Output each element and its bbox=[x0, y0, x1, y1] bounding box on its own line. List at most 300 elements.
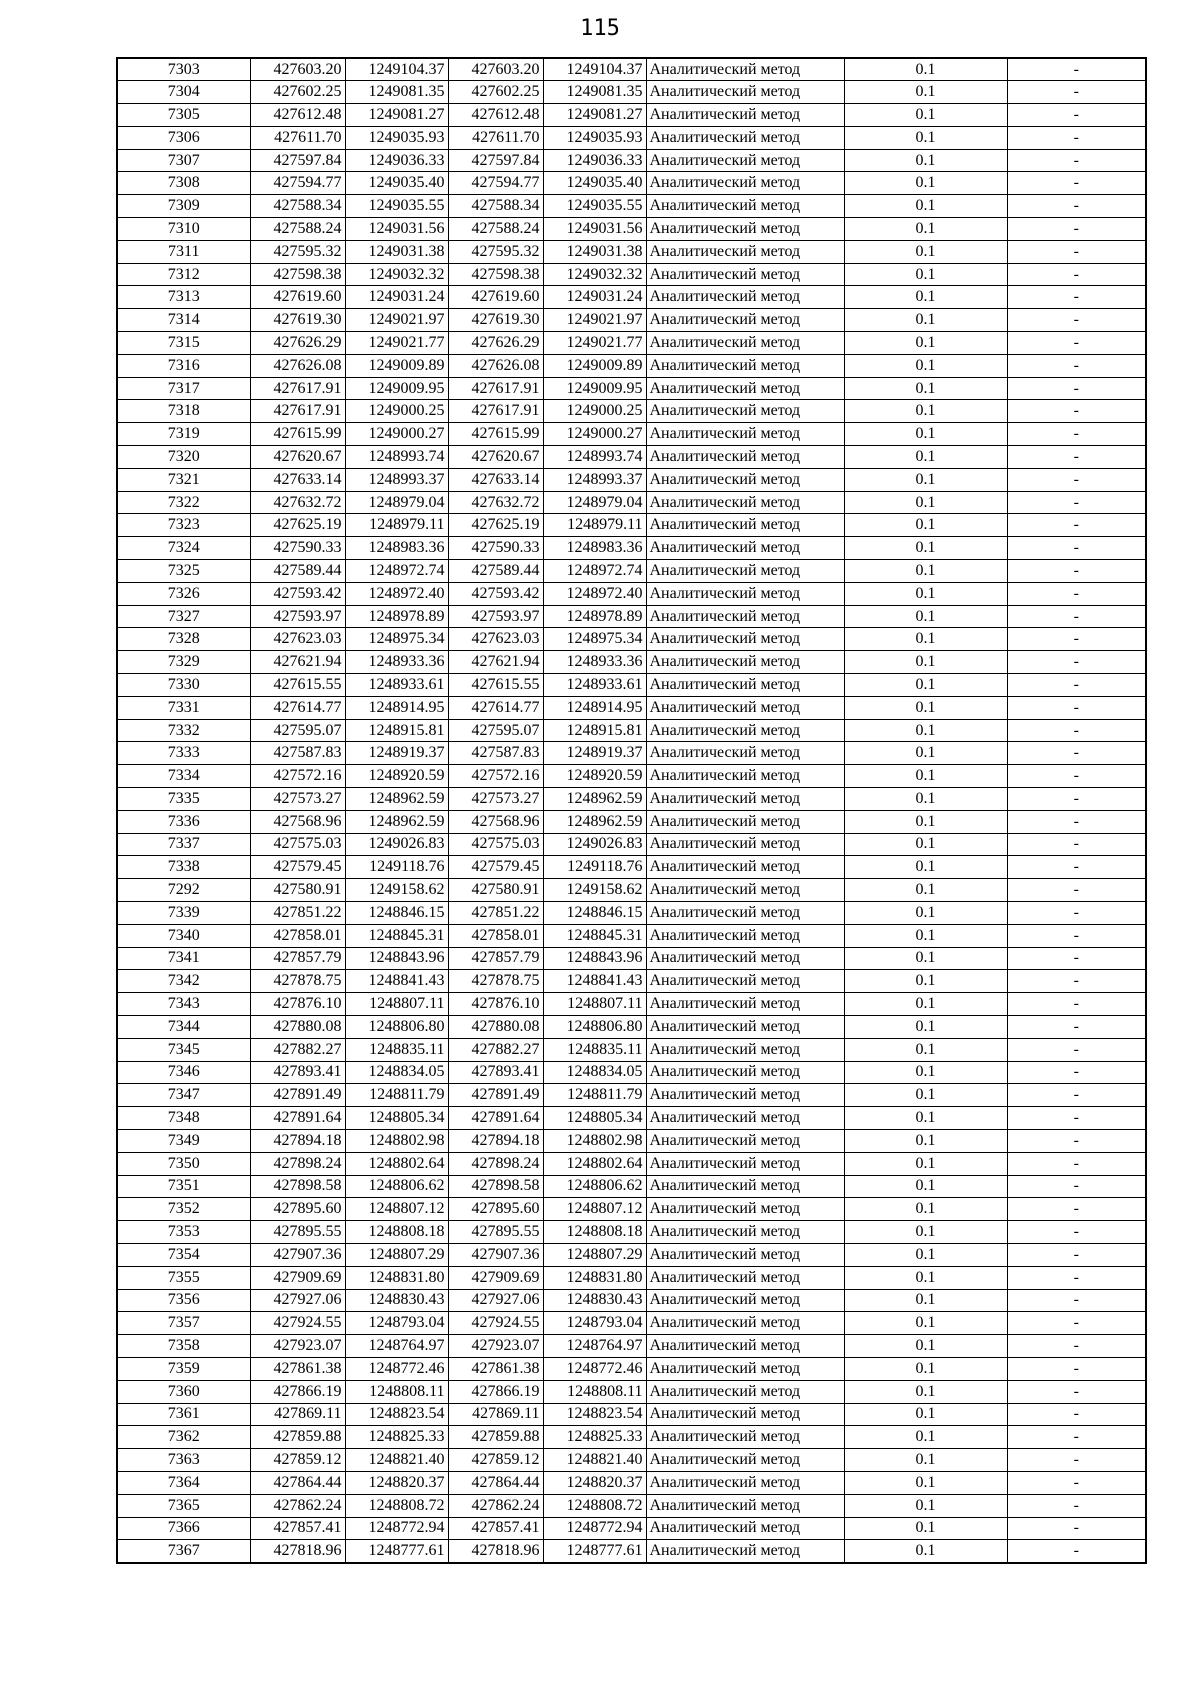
x-coordinate-2-cell: 427588.24 bbox=[448, 218, 543, 241]
method-cell: Аналитический метод bbox=[646, 309, 844, 332]
table-row bbox=[117, 1175, 1146, 1198]
accuracy-cell: 0.1 bbox=[844, 1403, 1007, 1426]
x-coordinate-2-cell: 427880.08 bbox=[448, 1015, 543, 1038]
point-number-cell: 7360 bbox=[117, 1380, 250, 1403]
note-cell: - bbox=[1007, 149, 1146, 172]
table-row bbox=[117, 286, 1146, 309]
x-coordinate-2-cell: 427580.91 bbox=[448, 879, 543, 902]
y-coordinate-2-cell: 1249026.83 bbox=[543, 833, 646, 856]
method-cell: Аналитический метод bbox=[646, 924, 844, 947]
x-coordinate-2-cell: 427617.91 bbox=[448, 377, 543, 400]
y-coordinate-cell: 1248978.89 bbox=[345, 605, 448, 628]
y-coordinate-cell: 1248807.11 bbox=[345, 993, 448, 1016]
accuracy-cell: 0.1 bbox=[844, 696, 1007, 719]
x-coordinate-cell: 427593.42 bbox=[250, 582, 345, 605]
accuracy-cell: 0.1 bbox=[844, 491, 1007, 514]
y-coordinate-2-cell: 1248915.81 bbox=[543, 719, 646, 742]
point-number-cell: 7352 bbox=[117, 1198, 250, 1221]
x-coordinate-2-cell: 427859.12 bbox=[448, 1449, 543, 1472]
y-coordinate-2-cell: 1248805.34 bbox=[543, 1107, 646, 1130]
accuracy-cell: 0.1 bbox=[844, 788, 1007, 811]
x-coordinate-2-cell: 427594.77 bbox=[448, 172, 543, 195]
x-coordinate-cell: 427891.49 bbox=[250, 1084, 345, 1107]
method-cell: Аналитический метод bbox=[646, 400, 844, 423]
table-row bbox=[117, 423, 1146, 446]
note-cell: - bbox=[1007, 1243, 1146, 1266]
y-coordinate-cell: 1248772.94 bbox=[345, 1517, 448, 1540]
x-coordinate-2-cell: 427588.34 bbox=[448, 195, 543, 218]
y-coordinate-2-cell: 1248845.31 bbox=[543, 924, 646, 947]
method-cell: Аналитический метод bbox=[646, 560, 844, 583]
table-row bbox=[117, 1015, 1146, 1038]
y-coordinate-cell: 1248820.37 bbox=[345, 1471, 448, 1494]
x-coordinate-cell: 427893.41 bbox=[250, 1061, 345, 1084]
y-coordinate-2-cell: 1248807.11 bbox=[543, 993, 646, 1016]
y-coordinate-2-cell: 1249000.25 bbox=[543, 400, 646, 423]
x-coordinate-2-cell: 427617.91 bbox=[448, 400, 543, 423]
table-row bbox=[117, 856, 1146, 879]
y-coordinate-2-cell: 1248808.18 bbox=[543, 1221, 646, 1244]
note-cell: - bbox=[1007, 537, 1146, 560]
x-coordinate-cell: 427587.83 bbox=[250, 742, 345, 765]
accuracy-cell: 0.1 bbox=[844, 856, 1007, 879]
table-row bbox=[117, 1289, 1146, 1312]
x-coordinate-2-cell: 427587.83 bbox=[448, 742, 543, 765]
note-cell: - bbox=[1007, 582, 1146, 605]
y-coordinate-2-cell: 1248920.59 bbox=[543, 765, 646, 788]
point-number-cell: 7303 bbox=[117, 58, 250, 81]
x-coordinate-cell: 427851.22 bbox=[250, 901, 345, 924]
x-coordinate-cell: 427818.96 bbox=[250, 1540, 345, 1563]
y-coordinate-cell: 1248993.74 bbox=[345, 446, 448, 469]
x-coordinate-cell: 427626.29 bbox=[250, 332, 345, 355]
x-coordinate-2-cell: 427927.06 bbox=[448, 1289, 543, 1312]
x-coordinate-2-cell: 427633.14 bbox=[448, 468, 543, 491]
method-cell: Аналитический метод bbox=[646, 1084, 844, 1107]
y-coordinate-cell: 1248772.46 bbox=[345, 1357, 448, 1380]
y-coordinate-2-cell: 1249000.27 bbox=[543, 423, 646, 446]
x-coordinate-2-cell: 427573.27 bbox=[448, 788, 543, 811]
x-coordinate-2-cell: 427579.45 bbox=[448, 856, 543, 879]
method-cell: Аналитический метод bbox=[646, 1471, 844, 1494]
point-number-cell: 7338 bbox=[117, 856, 250, 879]
x-coordinate-cell: 427907.36 bbox=[250, 1243, 345, 1266]
x-coordinate-2-cell: 427595.32 bbox=[448, 240, 543, 263]
point-number-cell: 7325 bbox=[117, 560, 250, 583]
x-coordinate-2-cell: 427859.88 bbox=[448, 1426, 543, 1449]
table-row bbox=[117, 582, 1146, 605]
point-number-cell: 7343 bbox=[117, 993, 250, 1016]
x-coordinate-2-cell: 427818.96 bbox=[448, 1540, 543, 1563]
x-coordinate-2-cell: 427858.01 bbox=[448, 924, 543, 947]
x-coordinate-2-cell: 427894.18 bbox=[448, 1129, 543, 1152]
y-coordinate-2-cell: 1249031.24 bbox=[543, 286, 646, 309]
note-cell: - bbox=[1007, 172, 1146, 195]
y-coordinate-cell: 1249035.93 bbox=[345, 126, 448, 149]
x-coordinate-cell: 427859.12 bbox=[250, 1449, 345, 1472]
accuracy-cell: 0.1 bbox=[844, 1061, 1007, 1084]
table-row bbox=[117, 924, 1146, 947]
x-coordinate-2-cell: 427593.97 bbox=[448, 605, 543, 628]
point-number-cell: 7314 bbox=[117, 309, 250, 332]
x-coordinate-cell: 427857.41 bbox=[250, 1517, 345, 1540]
y-coordinate-cell: 1248983.36 bbox=[345, 537, 448, 560]
x-coordinate-cell: 427612.48 bbox=[250, 104, 345, 127]
note-cell: - bbox=[1007, 947, 1146, 970]
accuracy-cell: 0.1 bbox=[844, 833, 1007, 856]
point-number-cell: 7362 bbox=[117, 1426, 250, 1449]
x-coordinate-cell: 427864.44 bbox=[250, 1471, 345, 1494]
point-number-cell: 7357 bbox=[117, 1312, 250, 1335]
table-row bbox=[117, 674, 1146, 697]
x-coordinate-cell: 427876.10 bbox=[250, 993, 345, 1016]
y-coordinate-cell: 1248834.05 bbox=[345, 1061, 448, 1084]
y-coordinate-2-cell: 1249009.95 bbox=[543, 377, 646, 400]
y-coordinate-cell: 1248920.59 bbox=[345, 765, 448, 788]
method-cell: Аналитический метод bbox=[646, 1243, 844, 1266]
note-cell: - bbox=[1007, 1380, 1146, 1403]
y-coordinate-cell: 1248808.72 bbox=[345, 1494, 448, 1517]
x-coordinate-2-cell: 427909.69 bbox=[448, 1266, 543, 1289]
table-row bbox=[117, 810, 1146, 833]
x-coordinate-cell: 427603.20 bbox=[250, 58, 345, 81]
point-number-cell: 7355 bbox=[117, 1266, 250, 1289]
table-row bbox=[117, 1471, 1146, 1494]
table-row bbox=[117, 1061, 1146, 1084]
accuracy-cell: 0.1 bbox=[844, 1107, 1007, 1130]
x-coordinate-cell: 427895.55 bbox=[250, 1221, 345, 1244]
table-row bbox=[117, 833, 1146, 856]
x-coordinate-2-cell: 427882.27 bbox=[448, 1038, 543, 1061]
x-coordinate-2-cell: 427590.33 bbox=[448, 537, 543, 560]
accuracy-cell: 0.1 bbox=[844, 104, 1007, 127]
table-row bbox=[117, 1494, 1146, 1517]
note-cell: - bbox=[1007, 924, 1146, 947]
accuracy-cell: 0.1 bbox=[844, 514, 1007, 537]
y-coordinate-cell: 1249021.97 bbox=[345, 309, 448, 332]
y-coordinate-2-cell: 1248835.11 bbox=[543, 1038, 646, 1061]
y-coordinate-cell: 1249009.89 bbox=[345, 354, 448, 377]
x-coordinate-cell: 427927.06 bbox=[250, 1289, 345, 1312]
y-coordinate-cell: 1249104.37 bbox=[345, 58, 448, 81]
y-coordinate-2-cell: 1249021.97 bbox=[543, 309, 646, 332]
x-coordinate-cell: 427623.03 bbox=[250, 628, 345, 651]
x-coordinate-cell: 427593.97 bbox=[250, 605, 345, 628]
accuracy-cell: 0.1 bbox=[844, 1540, 1007, 1563]
x-coordinate-cell: 427882.27 bbox=[250, 1038, 345, 1061]
x-coordinate-cell: 427857.79 bbox=[250, 947, 345, 970]
method-cell: Аналитический метод bbox=[646, 765, 844, 788]
point-number-cell: 7326 bbox=[117, 582, 250, 605]
point-number-cell: 7337 bbox=[117, 833, 250, 856]
x-coordinate-2-cell: 427589.44 bbox=[448, 560, 543, 583]
y-coordinate-cell: 1248919.37 bbox=[345, 742, 448, 765]
point-number-cell: 7324 bbox=[117, 537, 250, 560]
y-coordinate-cell: 1248807.12 bbox=[345, 1198, 448, 1221]
note-cell: - bbox=[1007, 1312, 1146, 1335]
x-coordinate-2-cell: 427595.07 bbox=[448, 719, 543, 742]
table-row bbox=[117, 901, 1146, 924]
method-cell: Аналитический метод bbox=[646, 742, 844, 765]
x-coordinate-2-cell: 427924.55 bbox=[448, 1312, 543, 1335]
y-coordinate-2-cell: 1248843.96 bbox=[543, 947, 646, 970]
accuracy-cell: 0.1 bbox=[844, 1198, 1007, 1221]
y-coordinate-cell: 1248979.04 bbox=[345, 491, 448, 514]
y-coordinate-2-cell: 1249009.89 bbox=[543, 354, 646, 377]
y-coordinate-cell: 1248914.95 bbox=[345, 696, 448, 719]
x-coordinate-2-cell: 427597.84 bbox=[448, 149, 543, 172]
x-coordinate-cell: 427861.38 bbox=[250, 1357, 345, 1380]
accuracy-cell: 0.1 bbox=[844, 126, 1007, 149]
note-cell: - bbox=[1007, 605, 1146, 628]
x-coordinate-cell: 427923.07 bbox=[250, 1335, 345, 1358]
x-coordinate-2-cell: 427898.58 bbox=[448, 1175, 543, 1198]
coordinates-table bbox=[116, 57, 1147, 1564]
point-number-cell: 7345 bbox=[117, 1038, 250, 1061]
y-coordinate-cell: 1248806.80 bbox=[345, 1015, 448, 1038]
y-coordinate-2-cell: 1249031.38 bbox=[543, 240, 646, 263]
accuracy-cell: 0.1 bbox=[844, 1243, 1007, 1266]
point-number-cell: 7312 bbox=[117, 263, 250, 286]
method-cell: Аналитический метод bbox=[646, 240, 844, 263]
y-coordinate-2-cell: 1249035.93 bbox=[543, 126, 646, 149]
x-coordinate-2-cell: 427891.64 bbox=[448, 1107, 543, 1130]
method-cell: Аналитический метод bbox=[646, 993, 844, 1016]
note-cell: - bbox=[1007, 560, 1146, 583]
x-coordinate-cell: 427625.19 bbox=[250, 514, 345, 537]
accuracy-cell: 0.1 bbox=[844, 947, 1007, 970]
x-coordinate-cell: 427898.24 bbox=[250, 1152, 345, 1175]
y-coordinate-2-cell: 1248933.61 bbox=[543, 674, 646, 697]
method-cell: Аналитический метод bbox=[646, 1107, 844, 1130]
y-coordinate-cell: 1248933.36 bbox=[345, 651, 448, 674]
note-cell: - bbox=[1007, 1198, 1146, 1221]
note-cell: - bbox=[1007, 218, 1146, 241]
point-number-cell: 7332 bbox=[117, 719, 250, 742]
x-coordinate-cell: 427894.18 bbox=[250, 1129, 345, 1152]
y-coordinate-cell: 1248808.11 bbox=[345, 1380, 448, 1403]
y-coordinate-2-cell: 1248821.40 bbox=[543, 1449, 646, 1472]
y-coordinate-2-cell: 1249158.62 bbox=[543, 879, 646, 902]
method-cell: Аналитический метод bbox=[646, 149, 844, 172]
method-cell: Аналитический метод bbox=[646, 833, 844, 856]
x-coordinate-cell: 427590.33 bbox=[250, 537, 345, 560]
y-coordinate-cell: 1249009.95 bbox=[345, 377, 448, 400]
method-cell: Аналитический метод bbox=[646, 879, 844, 902]
y-coordinate-2-cell: 1249035.40 bbox=[543, 172, 646, 195]
x-coordinate-2-cell: 427603.20 bbox=[448, 58, 543, 81]
point-number-cell: 7306 bbox=[117, 126, 250, 149]
method-cell: Аналитический метод bbox=[646, 423, 844, 446]
accuracy-cell: 0.1 bbox=[844, 582, 1007, 605]
note-cell: - bbox=[1007, 354, 1146, 377]
point-number-cell: 7310 bbox=[117, 218, 250, 241]
x-coordinate-2-cell: 427602.25 bbox=[448, 81, 543, 104]
x-coordinate-2-cell: 427615.99 bbox=[448, 423, 543, 446]
note-cell: - bbox=[1007, 879, 1146, 902]
y-coordinate-cell: 1248972.74 bbox=[345, 560, 448, 583]
x-coordinate-cell: 427617.91 bbox=[250, 377, 345, 400]
x-coordinate-2-cell: 427862.24 bbox=[448, 1494, 543, 1517]
x-coordinate-cell: 427615.55 bbox=[250, 674, 345, 697]
method-cell: Аналитический метод bbox=[646, 605, 844, 628]
x-coordinate-2-cell: 427623.03 bbox=[448, 628, 543, 651]
y-coordinate-2-cell: 1248830.43 bbox=[543, 1289, 646, 1312]
y-coordinate-2-cell: 1249036.33 bbox=[543, 149, 646, 172]
table-row bbox=[117, 560, 1146, 583]
point-number-cell: 7321 bbox=[117, 468, 250, 491]
x-coordinate-2-cell: 427632.72 bbox=[448, 491, 543, 514]
table-row bbox=[117, 1540, 1146, 1563]
note-cell: - bbox=[1007, 674, 1146, 697]
note-cell: - bbox=[1007, 1038, 1146, 1061]
note-cell: - bbox=[1007, 651, 1146, 674]
method-cell: Аналитический метод bbox=[646, 81, 844, 104]
x-coordinate-2-cell: 427620.67 bbox=[448, 446, 543, 469]
x-coordinate-cell: 427626.08 bbox=[250, 354, 345, 377]
y-coordinate-cell: 1248802.64 bbox=[345, 1152, 448, 1175]
y-coordinate-2-cell: 1249021.77 bbox=[543, 332, 646, 355]
x-coordinate-2-cell: 427876.10 bbox=[448, 993, 543, 1016]
y-coordinate-cell: 1248962.59 bbox=[345, 788, 448, 811]
note-cell: - bbox=[1007, 1517, 1146, 1540]
page-number: 115 bbox=[580, 16, 620, 41]
x-coordinate-2-cell: 427861.38 bbox=[448, 1357, 543, 1380]
y-coordinate-2-cell: 1248802.64 bbox=[543, 1152, 646, 1175]
x-coordinate-cell: 427619.30 bbox=[250, 309, 345, 332]
y-coordinate-cell: 1248843.96 bbox=[345, 947, 448, 970]
y-coordinate-cell: 1248793.04 bbox=[345, 1312, 448, 1335]
method-cell: Аналитический метод bbox=[646, 1494, 844, 1517]
y-coordinate-2-cell: 1249035.55 bbox=[543, 195, 646, 218]
x-coordinate-cell: 427572.16 bbox=[250, 765, 345, 788]
method-cell: Аналитический метод bbox=[646, 970, 844, 993]
accuracy-cell: 0.1 bbox=[844, 742, 1007, 765]
note-cell: - bbox=[1007, 833, 1146, 856]
y-coordinate-2-cell: 1248806.80 bbox=[543, 1015, 646, 1038]
table-body bbox=[117, 58, 1146, 1563]
y-coordinate-cell: 1248830.43 bbox=[345, 1289, 448, 1312]
method-cell: Аналитический метод bbox=[646, 1015, 844, 1038]
accuracy-cell: 0.1 bbox=[844, 628, 1007, 651]
table-row bbox=[117, 514, 1146, 537]
note-cell: - bbox=[1007, 788, 1146, 811]
accuracy-cell: 0.1 bbox=[844, 1380, 1007, 1403]
note-cell: - bbox=[1007, 993, 1146, 1016]
note-cell: - bbox=[1007, 263, 1146, 286]
table-row bbox=[117, 104, 1146, 127]
point-number-cell: 7336 bbox=[117, 810, 250, 833]
table-row bbox=[117, 149, 1146, 172]
method-cell: Аналитический метод bbox=[646, 377, 844, 400]
method-cell: Аналитический метод bbox=[646, 354, 844, 377]
table-row bbox=[117, 1426, 1146, 1449]
accuracy-cell: 0.1 bbox=[844, 468, 1007, 491]
accuracy-cell: 0.1 bbox=[844, 560, 1007, 583]
y-coordinate-2-cell: 1248823.54 bbox=[543, 1403, 646, 1426]
method-cell: Аналитический метод bbox=[646, 332, 844, 355]
point-number-cell: 7353 bbox=[117, 1221, 250, 1244]
point-number-cell: 7361 bbox=[117, 1403, 250, 1426]
note-cell: - bbox=[1007, 58, 1146, 81]
y-coordinate-2-cell: 1248808.11 bbox=[543, 1380, 646, 1403]
table-row bbox=[117, 1403, 1146, 1426]
accuracy-cell: 0.1 bbox=[844, 765, 1007, 788]
table-row bbox=[117, 788, 1146, 811]
y-coordinate-cell: 1248825.33 bbox=[345, 1426, 448, 1449]
point-number-cell: 7363 bbox=[117, 1449, 250, 1472]
note-cell: - bbox=[1007, 423, 1146, 446]
x-coordinate-cell: 427598.38 bbox=[250, 263, 345, 286]
y-coordinate-2-cell: 1248777.61 bbox=[543, 1540, 646, 1563]
point-number-cell: 7347 bbox=[117, 1084, 250, 1107]
y-coordinate-cell: 1248975.34 bbox=[345, 628, 448, 651]
method-cell: Аналитический метод bbox=[646, 1335, 844, 1358]
accuracy-cell: 0.1 bbox=[844, 1221, 1007, 1244]
method-cell: Аналитический метод bbox=[646, 696, 844, 719]
x-coordinate-2-cell: 427611.70 bbox=[448, 126, 543, 149]
accuracy-cell: 0.1 bbox=[844, 286, 1007, 309]
y-coordinate-2-cell: 1248802.98 bbox=[543, 1129, 646, 1152]
table-row bbox=[117, 1152, 1146, 1175]
accuracy-cell: 0.1 bbox=[844, 901, 1007, 924]
method-cell: Аналитический метод bbox=[646, 263, 844, 286]
accuracy-cell: 0.1 bbox=[844, 1175, 1007, 1198]
x-coordinate-2-cell: 427864.44 bbox=[448, 1471, 543, 1494]
x-coordinate-2-cell: 427626.29 bbox=[448, 332, 543, 355]
x-coordinate-cell: 427898.58 bbox=[250, 1175, 345, 1198]
y-coordinate-cell: 1248845.31 bbox=[345, 924, 448, 947]
note-cell: - bbox=[1007, 1540, 1146, 1563]
x-coordinate-cell: 427866.19 bbox=[250, 1380, 345, 1403]
table-row bbox=[117, 309, 1146, 332]
note-cell: - bbox=[1007, 1426, 1146, 1449]
note-cell: - bbox=[1007, 468, 1146, 491]
y-coordinate-cell: 1248823.54 bbox=[345, 1403, 448, 1426]
y-coordinate-cell: 1249000.25 bbox=[345, 400, 448, 423]
accuracy-cell: 0.1 bbox=[844, 377, 1007, 400]
method-cell: Аналитический метод bbox=[646, 1357, 844, 1380]
x-coordinate-2-cell: 427878.75 bbox=[448, 970, 543, 993]
method-cell: Аналитический метод bbox=[646, 901, 844, 924]
point-number-cell: 7331 bbox=[117, 696, 250, 719]
table-row bbox=[117, 765, 1146, 788]
table-row bbox=[117, 1266, 1146, 1289]
method-cell: Аналитический метод bbox=[646, 172, 844, 195]
y-coordinate-cell: 1248835.11 bbox=[345, 1038, 448, 1061]
y-coordinate-2-cell: 1249031.56 bbox=[543, 218, 646, 241]
x-coordinate-2-cell: 427593.42 bbox=[448, 582, 543, 605]
point-number-cell: 7342 bbox=[117, 970, 250, 993]
table-row bbox=[117, 172, 1146, 195]
x-coordinate-cell: 427602.25 bbox=[250, 81, 345, 104]
table-row bbox=[117, 1038, 1146, 1061]
y-coordinate-2-cell: 1248808.72 bbox=[543, 1494, 646, 1517]
table-row bbox=[117, 696, 1146, 719]
method-cell: Аналитический метод bbox=[646, 719, 844, 742]
point-number-cell: 7359 bbox=[117, 1357, 250, 1380]
y-coordinate-2-cell: 1248914.95 bbox=[543, 696, 646, 719]
note-cell: - bbox=[1007, 1289, 1146, 1312]
x-coordinate-2-cell: 427598.38 bbox=[448, 263, 543, 286]
x-coordinate-cell: 427862.24 bbox=[250, 1494, 345, 1517]
method-cell: Аналитический метод bbox=[646, 514, 844, 537]
accuracy-cell: 0.1 bbox=[844, 1266, 1007, 1289]
point-number-cell: 7292 bbox=[117, 879, 250, 902]
y-coordinate-cell: 1248915.81 bbox=[345, 719, 448, 742]
note-cell: - bbox=[1007, 332, 1146, 355]
y-coordinate-2-cell: 1248962.59 bbox=[543, 788, 646, 811]
